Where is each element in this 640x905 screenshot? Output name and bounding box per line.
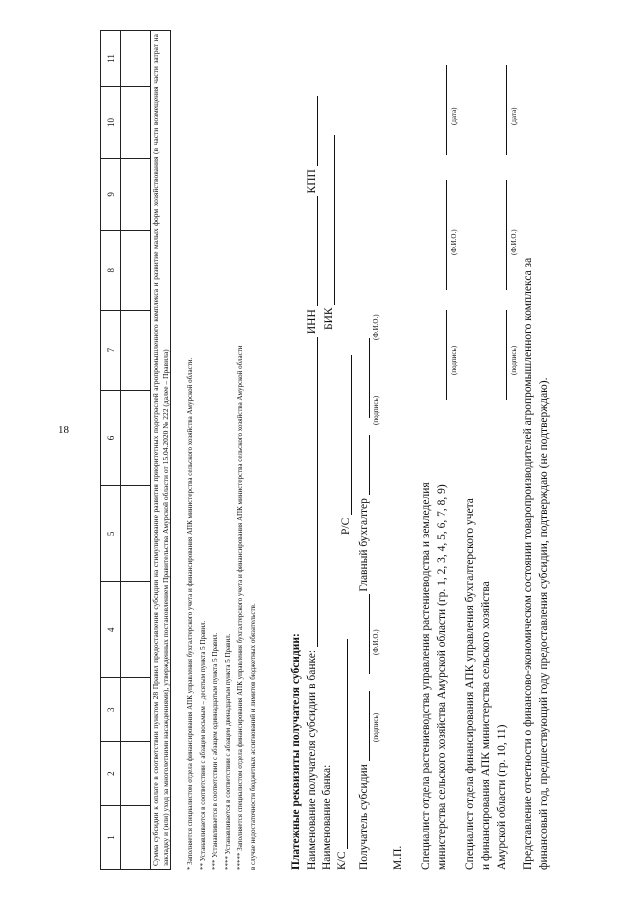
table-cell: [121, 582, 151, 678]
bik-field[interactable]: [323, 135, 335, 305]
col-header: 6: [101, 390, 121, 486]
footnotes: [184, 30, 259, 870]
signature-caption: (подпись): [450, 345, 458, 375]
table-cell: [121, 742, 151, 806]
kpp-field[interactable]: [306, 96, 318, 166]
fio-caption: (Ф.И.О.): [372, 314, 380, 340]
recipient-name-label: Наименование получателя субсидии в банке:: [306, 649, 318, 870]
stamp-label: М.П.: [392, 845, 404, 870]
fio-caption: (Ф.И.О.): [372, 629, 380, 655]
fio-caption: (Ф.И.О.): [450, 229, 458, 255]
plant-date-field[interactable]: [446, 65, 447, 155]
table-cell: [121, 31, 151, 87]
table-header-row: [101, 31, 121, 870]
ks-label: К/С: [336, 851, 348, 870]
col-header: 9: [101, 158, 121, 230]
bank-name-line: [321, 765, 333, 870]
footer-line: финансовый год, предшествующий году предоставления субсидии, подтверждаю (не подтверждаю).: [538, 377, 550, 870]
fio-caption: (Ф.И.О.): [510, 229, 518, 255]
inn-field[interactable]: [306, 196, 318, 306]
rs-label: Р/С: [340, 517, 352, 535]
plant-specialist-block: [418, 482, 450, 870]
plant-specialist-line: министерства сельского хозяйства Амурской области (гр. 1, 2, 3, 4, 5, 6, 7, 8, 9): [436, 484, 448, 870]
plant-fio-field[interactable]: [446, 180, 447, 290]
recipient-name-field[interactable]: [306, 337, 318, 647]
col-header: 3: [101, 678, 121, 742]
table-cell: [121, 230, 151, 310]
sum-row-text: Сумма субсидии к оплате в соответствии пунктом 28 Правил предоставления субсидии на стимулирование развития приоритетных подотраслей агропромышленного комплекса и развитие малых форм хозяйствования (в части возмещения части затрат на закладку и (или) уход за многолетними насаждениями), утвержденных постановлением Правительства Амурской области от 15.04.2020 № 222 (далее – Правила): [151, 31, 171, 870]
col-header: 8: [101, 230, 121, 310]
recipient-name-line: [306, 96, 318, 870]
signature-caption: (подпись): [510, 345, 518, 375]
footnote: *** Устанавливается в соответствии с абзацем одиннадцатым пункта 5 Правил.: [211, 632, 219, 870]
chief-accountant-fio-field[interactable]: [358, 338, 370, 418]
page-number: 18: [58, 424, 69, 436]
signature-caption: (подпись): [372, 712, 380, 742]
footer-statement: [520, 258, 552, 870]
col-header: 11: [101, 31, 121, 87]
finance-specialist-line: и финансирования АПК министерства сельского хозяйства: [480, 581, 492, 870]
finance-fio-field[interactable]: [506, 180, 507, 290]
kpp-label: КПП: [306, 169, 318, 194]
table-cell: [121, 678, 151, 742]
plant-signature-field[interactable]: [446, 310, 447, 400]
footnote: ** Устанавливается в соответствии с абзацем восьмым – десятым пункта 5 Правил.: [198, 620, 207, 870]
footnote: **** Устанавливается в соответствии с абзацем двенадцатым пункта 5 Правил.: [223, 633, 232, 870]
table-cell: [121, 310, 151, 390]
footnote: в случае недостаточности бюджетных ассигнований и лимитов бюджетных обязательств.: [248, 603, 257, 870]
finance-date-field[interactable]: [506, 65, 507, 155]
table-cell: [121, 486, 151, 582]
footer-line: Представление отчетности о финансово-экономическом состоянии товаропроизводителей агропромышленного комплекса за: [522, 257, 534, 870]
col-header: 2: [101, 742, 121, 806]
footnote: * Заполняется специалистом отдела финансирования АПК управления бухгалтерского учета и финансирования АПК министерства сельского хозяйства Амурской области.: [186, 357, 194, 870]
bik-line: [323, 135, 335, 330]
chief-accountant-label: Главный бухгалтер: [358, 498, 370, 592]
date-caption: (дата): [510, 107, 518, 125]
col-header: 1: [101, 806, 121, 870]
recipient-label: Получатель субсидии: [358, 764, 370, 870]
signature-caption: (подпись): [372, 395, 380, 425]
col-header: 4: [101, 582, 121, 678]
plant-specialist-line: Специалист отдела растениеводства управления растениеводства и земледелия: [420, 482, 432, 870]
finance-specialist-line: Амурской области (гр. 10, 11): [496, 724, 508, 870]
bik-label: БИК: [323, 307, 335, 330]
table-cell: [121, 87, 151, 159]
requisites-title: Платежные реквизиты получателя субсидии:: [290, 633, 302, 870]
col-header: 7: [101, 310, 121, 390]
col-header: 5: [101, 486, 121, 582]
finance-specialist-block: [462, 498, 510, 870]
finance-signature-field[interactable]: [506, 310, 507, 400]
chief-accountant-signature-field[interactable]: [358, 435, 370, 495]
bank-name-label: Наименование банка:: [321, 764, 333, 870]
ks-field[interactable]: [336, 639, 348, 849]
table-cell: [121, 390, 151, 486]
finance-specialist-line: Специалист отдела финансирования АПК управления бухгалтерского учета: [464, 498, 476, 870]
date-caption: (дата): [450, 107, 458, 125]
subsidy-table: [100, 30, 171, 870]
inn-label: ИНН: [306, 309, 318, 335]
rs-line: [340, 355, 352, 535]
recipient-signature-field[interactable]: [358, 691, 370, 761]
col-header: 10: [101, 87, 121, 159]
recipient-signature-line: [358, 338, 370, 870]
rotated-form: [100, 30, 555, 870]
ks-line: [336, 639, 348, 870]
sum-row: [151, 31, 171, 870]
footnote: ***** Заполняется специалистом отдела финансирования АПК управления бухгалтерского учета и финансирования АПК министерства сельского хозяйства Амурской области: [236, 345, 244, 870]
recipient-fio-field[interactable]: [358, 594, 370, 674]
rs-field[interactable]: [340, 355, 352, 515]
table-cell: [121, 158, 151, 230]
table-row: [121, 31, 151, 870]
table-cell: [121, 806, 151, 870]
